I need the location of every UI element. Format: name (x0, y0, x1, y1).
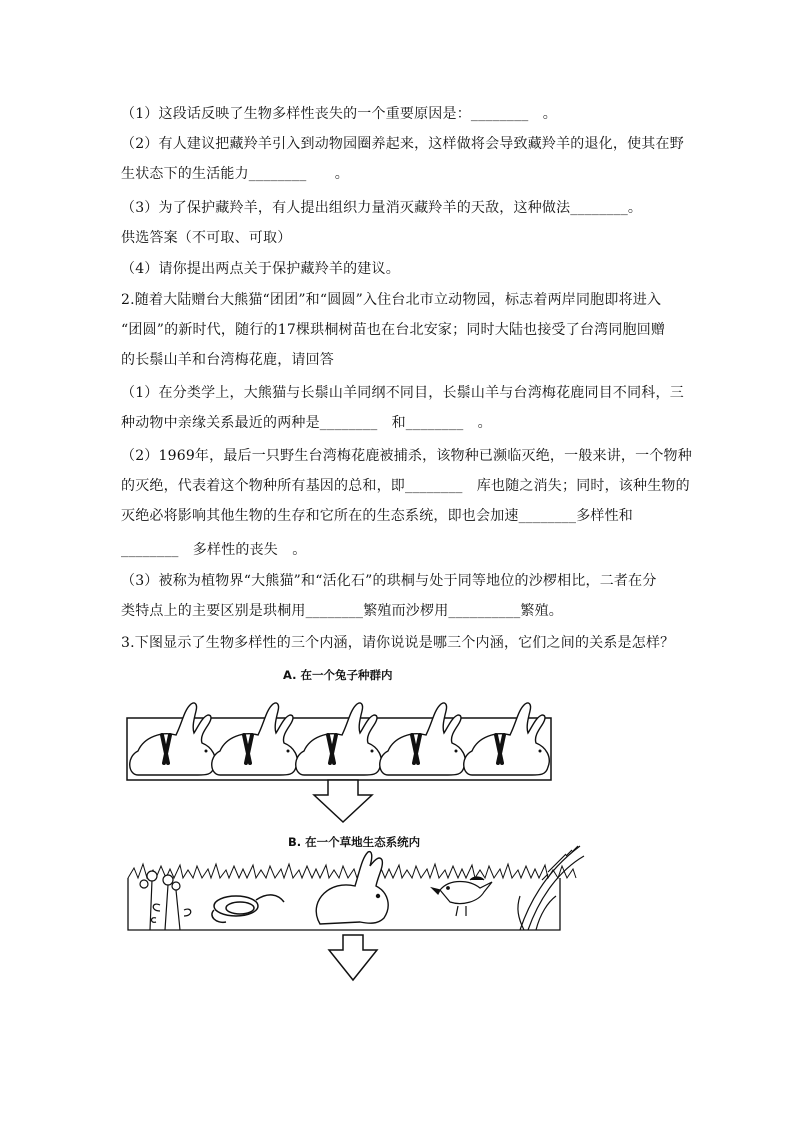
text-line: 的灭绝，代表着这个物种所有基因的总和，即________ 库也随之消失；同时，该种生物的 (121, 478, 690, 494)
text-line: （2）有人建议把藏羚羊引入到动物园圈养起来，这样做将会导致藏羚羊的退化，使其在野 (121, 136, 684, 152)
text-line: （2）1969年，最后一只野生台湾梅花鹿被捕杀，该物种已濒临灭绝，一般来讲，一个物种 (121, 448, 692, 464)
text-line: ________ 多样性的丧失 。 (121, 542, 307, 558)
snake-icon (212, 895, 284, 922)
text-line: （1）在分类学上，大熊猫与长鬃山羊同纲不同目，长鬃山羊与台湾梅花鹿同目不同科，三 (121, 385, 684, 401)
text-line: 的长鬃山羊和台湾梅花鹿，请回答 (121, 352, 334, 368)
rabbit-icon (464, 703, 550, 775)
text-line: （3）为了保护藏羚羊，有人提出组织力量消灭藏羚羊的天敌，这种做法________。 (121, 200, 643, 216)
rabbit-icon (380, 703, 466, 775)
text-line: 灭绝必将影响其他生物的生存和它所在的生态系统，即也会加速________多样性和 (121, 508, 633, 524)
rabbit-icon (296, 703, 382, 775)
grassland-ecosystem-diagram (128, 846, 584, 930)
diagram-label-a: A. 在一个兔子种群内 (283, 668, 393, 682)
text-line: “团圆”的新时代，随行的17棵珙桐树苗也在台北安家；同时大陆也接受了台湾同胞回赠 (121, 322, 666, 338)
text-line: 生状态下的生活能力________ 。 (121, 166, 349, 182)
text-line: （3）被称为植物界“大熊猫”和“活化石”的珙桐与处于同等地位的沙椤相比，二者在分 (121, 573, 657, 589)
text-line: （1）这段话反映了生物多样性丧失的一个重要原因是：________ 。 (121, 106, 557, 122)
text-line: 2.随着大陆赠台大熊猫“团团”和“圆圆”入住台北市立动物园，标志着两岸同胞即将进入 (121, 292, 662, 308)
bird-icon (432, 877, 492, 916)
grass-plant-icon (518, 846, 584, 930)
diagram-label-b: B. 在一个草地生态系统内 (288, 835, 421, 849)
text-line: 类特点上的主要区别是珙桐用________繁殖而沙椤用__________繁殖。 (121, 603, 563, 619)
rabbit-icon (212, 703, 298, 775)
text-line: 种动物中亲缘关系最近的两种是________ 和________ 。 (121, 415, 492, 431)
rabbit-icon (130, 703, 216, 775)
text-line: （4）请你提出两点关于保护藏羚羊的建议。 (121, 261, 400, 277)
down-arrow-icon (329, 935, 377, 980)
down-arrow-icon (314, 780, 372, 822)
text-line: 供选答案（不可取、可取） (121, 230, 292, 246)
rabbit-icon (316, 852, 388, 924)
flower-plant-icon (140, 871, 191, 930)
text-line: 3.下图显示了生物多样性的三个内涵，请你说说是哪三个内涵，它们之间的关系是怎样？ (121, 635, 675, 651)
